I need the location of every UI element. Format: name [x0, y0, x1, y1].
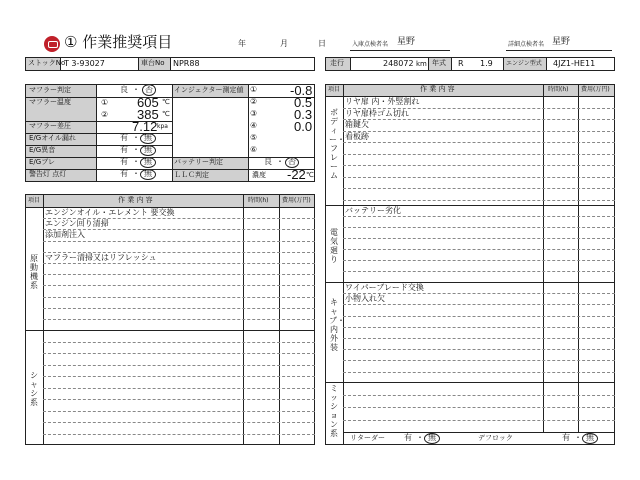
entry-inspector-label: 入庫点検者名 — [352, 41, 389, 48]
work-row: 看板跡 — [345, 131, 369, 141]
retarder-label: リターダー — [350, 434, 385, 442]
work-row: エンジン回り清掃 — [45, 219, 109, 229]
date-month-label: 月 — [280, 39, 288, 48]
muffler-good: 良 — [120, 85, 128, 94]
work-row: 添加剤注入 — [45, 230, 85, 240]
chassis-category: シャシ系 — [30, 371, 38, 407]
muffler-bad: 否 — [145, 85, 153, 94]
injector-value-4: 0.0 — [294, 119, 313, 134]
work-row: バッテリー劣化 — [345, 206, 401, 215]
work-row: 小物入れ欠 — [345, 294, 385, 304]
llc-value: -22 — [287, 167, 306, 182]
date-year-label: 年 — [238, 39, 246, 48]
muffler-temp-label: マフラー温度 — [29, 98, 71, 106]
stock-no-value: T 3-93027 — [64, 59, 105, 68]
entry-inspector-name: 星野 — [397, 37, 416, 47]
llc-judge-label: ＬＬＣ判定 — [174, 171, 209, 179]
chassis-no-value: NPR88 — [173, 59, 200, 68]
mileage-unit: km — [416, 60, 427, 68]
date-day-label: 日 — [318, 39, 326, 48]
oil-leak-label: E/Gオイル漏れ — [29, 134, 76, 142]
muffler-judge-label: マフラー判定 — [29, 86, 71, 94]
cab-category: キャブ・内外装 — [329, 298, 345, 352]
engine-type-value: 4JZ1-HE11 — [553, 59, 596, 68]
mileage-value: 248072 — [383, 59, 414, 68]
work-row: 箱鍵欠 — [345, 120, 369, 129]
detail-inspector-name: 星野 — [552, 37, 571, 47]
brand-logo-icon — [44, 36, 60, 52]
muffler-temp-1: 605 — [137, 95, 159, 110]
model-year-label: 年式 — [432, 59, 446, 67]
body-category: ボディー・フレーム — [329, 108, 345, 180]
work-row: リヤ扉枠ゴム切れ — [345, 108, 409, 118]
battery-judge-label: バッテリー判定 — [174, 158, 223, 166]
injector-value-1: -0.8 — [290, 83, 313, 98]
engine-type-label: エンジン型式 — [506, 60, 542, 67]
chassis-no-label: 車台No — [141, 59, 165, 67]
work-row: ワイパーブレード交換 — [345, 283, 424, 292]
diff-lock-label: デフロック — [478, 434, 513, 442]
shake-label: E/Gブレ — [29, 158, 55, 166]
page-title: ① 作業推奨項目 — [64, 33, 173, 51]
stock-no-label: ストックNo — [28, 59, 66, 67]
llc-conc-label: 濃度 — [252, 171, 266, 179]
model-year-value: 1.9 — [480, 59, 493, 68]
injector-value-3: 0.3 — [294, 107, 313, 122]
injector-label: インジェクター測定値 — [174, 86, 244, 94]
work-row: マフラー清掃又はリフレッシュ — [45, 252, 157, 262]
work-row: エンジンオイル・エレメント 要交換 — [45, 208, 175, 217]
injector-value-2: 0.5 — [294, 95, 313, 110]
muffler-temp-2: 385 — [137, 107, 159, 122]
detail-inspector-label: 詳細点検者名 — [508, 41, 545, 48]
work-row: リヤ扉 内・外竪割れ — [345, 97, 420, 106]
mileage-label: 走行 — [330, 59, 344, 67]
muffler-diff-label: マフラー差圧 — [29, 122, 71, 130]
model-year-era: R — [458, 59, 464, 68]
electric-category: 電気廻り — [330, 228, 338, 264]
engine-category: 原動機系 — [30, 254, 38, 290]
warning-light-label: 警告灯 点灯 — [29, 170, 67, 178]
noise-label: E/G異音 — [29, 146, 56, 154]
mission-category: ミッション系 — [330, 384, 338, 438]
muffler-diff-value: 7.12 — [132, 119, 158, 134]
